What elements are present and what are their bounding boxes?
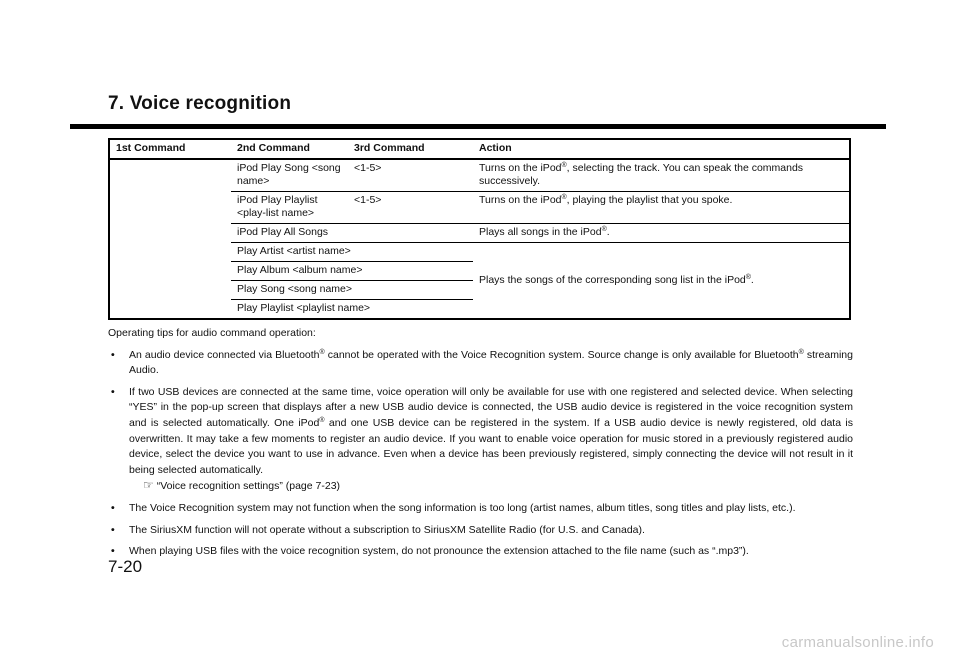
page-reference-link[interactable]: ☞ “Voice recognition settings” (page 7-23) (143, 478, 341, 493)
action-cell: Turns on the iPod®, selecting the track. You can speak the commands successively. (473, 159, 850, 192)
bullet-icon: • (111, 501, 115, 514)
bullet-icon: • (111, 523, 115, 536)
second-command-cell: iPod Play Song <song name> (231, 159, 348, 192)
bullet-icon: • (111, 545, 115, 558)
page-number: 7-20 (108, 557, 143, 576)
list-item: • An audio device connected via Bluetooth® cannot be operated with the Voice Recognition system. Source change is only available for Bluetooth® streaming Audio. (111, 348, 853, 377)
third-command-cell (348, 224, 473, 243)
bullet-icon: • (111, 348, 115, 361)
voice-command-table (108, 138, 851, 320)
merged-action-cell: Plays the songs of the corresponding song list in the iPod®. (479, 273, 754, 286)
watermark: carmanualsonline.info (781, 634, 934, 651)
title-rule (70, 124, 886, 129)
list-item: • The Voice Recognition system may not function when the song information is too long (artist names, album titles, song titles and play lists, etc.). (108, 501, 853, 517)
second-command-cell: iPod Play Playlist <play-list name> (231, 192, 348, 224)
third-command-cell: <1-5> (348, 192, 473, 224)
operating-tips (108, 326, 853, 566)
second-command-cell: iPod Play All Songs (231, 224, 348, 243)
second-command-cell: Play Album <album name> (231, 262, 473, 281)
table-row (109, 159, 850, 192)
list-item: • When playing USB files with the voice recognition system, do not pronounce the extension attached to the file name (such as “.mp3”). (108, 544, 853, 560)
action-cell: Turns on the iPod®, playing the playlist that you spoke. (473, 192, 850, 224)
action-cell: Plays all songs in the iPod®. (473, 224, 850, 243)
pointing-hand-icon: ☞ (143, 478, 154, 493)
second-command-cell: Play Song <song name> (231, 281, 473, 300)
header-1st-command: 1st Command (109, 139, 231, 159)
second-command-cell: Play Playlist <playlist name> (237, 302, 371, 314)
third-command-cell: <1-5> (348, 159, 473, 192)
table-header-row (109, 139, 850, 159)
header-3rd-command: 3rd Command (348, 139, 473, 159)
bullet-icon: • (111, 385, 115, 398)
header-2nd-command: 2nd Command (231, 139, 348, 159)
section-title: 7. Voice recognition (108, 93, 292, 114)
header-action: Action (473, 139, 850, 159)
tips-intro: Operating tips for audio command operation: (108, 327, 316, 339)
second-command-cell: Play Artist <artist name> (231, 243, 473, 262)
tips-list (108, 348, 853, 560)
first-command-cell (109, 159, 231, 319)
list-item: • The SiriusXM function will not operate without a subscription to SiriusXM Satellite Radio (for U.S. and Canada). (108, 523, 853, 539)
list-item: • If two USB devices are connected at the same time, voice operation will only be available for use with one registered and selected device. When selecting “YES” in the pop-up screen that displays after a new USB audio device is connected, the USB audio device is registered in the voice recognition system and is selected automatically. One iPod® and one USB device can be registered in the system. If a USB audio device is newly registered, old data is overwritten. It may take a few moments to register an audio device. If you want to enable voice operation for music stored in a previously registered audio device, select the device you want to use in advance. Even when a device has been previously registered, simply connecting the device will not result in it being selected automatically. ☞ “Voice recognition settings” (page 7-23) (108, 385, 853, 495)
